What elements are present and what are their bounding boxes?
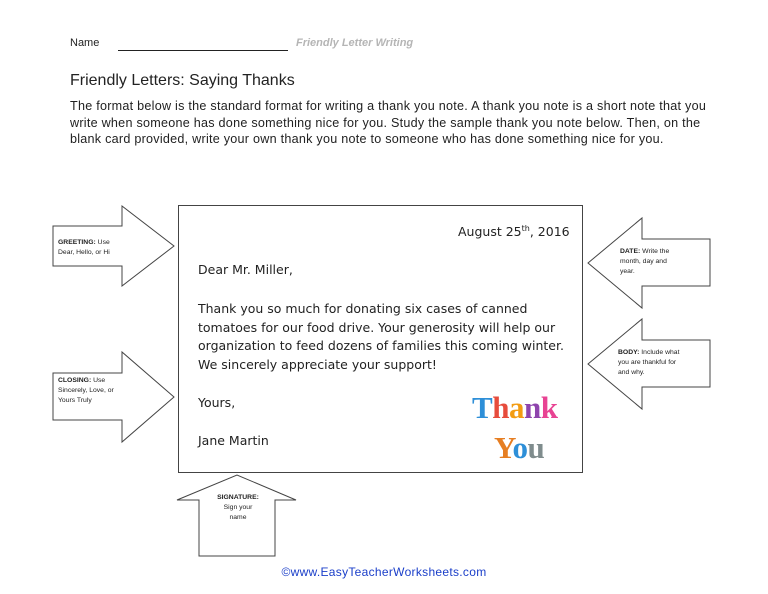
greeting-callout-title: GREETING: (58, 239, 96, 246)
greeting-callout-line: Use (97, 239, 110, 246)
letter-date (458, 224, 570, 239)
letter-signature: Jane Martin (198, 433, 269, 448)
you-letter: u (527, 430, 545, 465)
footer-copyright-link[interactable]: ©www.EasyTeacherWorksheets.com (281, 565, 487, 579)
body-callout (618, 348, 692, 378)
closing-callout-line: Sincerely, Love, or (58, 387, 114, 394)
closing-callout-line: Yours Truly (58, 397, 92, 404)
thank-letter: T (472, 390, 493, 425)
name-label: Name (70, 37, 100, 49)
letter-body-line: organization to feed dozens of families this coming winter. (198, 338, 564, 354)
you-letter: Y (494, 430, 513, 465)
signature-callout-line: Sign your (223, 504, 253, 511)
intro-paragraph: The format below is the standard format for writing a thank you note. A thank you note is a short note that you write when someone has done something nice for you. Study the sample thank you note below. Then, on the blank card provided, write your own thank you note to someone who has done something nice for you. (70, 99, 707, 146)
signature-callout (212, 493, 264, 523)
you-letter: o (512, 430, 528, 465)
greeting-callout (58, 238, 124, 258)
name-blank-line[interactable] (118, 50, 288, 51)
thank-letter: h (492, 390, 509, 425)
greeting-callout-line: Dear, Hello, or Hi (58, 249, 110, 256)
closing-callout-line: Use (93, 377, 106, 384)
date-callout-line: month, day and (620, 258, 667, 265)
thank-you-graphic-you (494, 430, 544, 466)
body-callout-line: you are thankful for (618, 359, 677, 366)
date-callout-line: Write the (642, 248, 670, 255)
thank-letter: k (540, 390, 558, 425)
thank-letter: n (523, 390, 541, 425)
letter-body-line: Thank you so much for donating six cases of canned (198, 301, 528, 316)
signature-callout-line: name (229, 514, 247, 521)
closing-callout (58, 376, 124, 406)
letter-body-line: tomatoes for our food drive. Your generosity will help our (198, 319, 556, 335)
letter-date-main: August 25 (458, 224, 522, 240)
thank-you-graphic-thank (472, 390, 557, 426)
sheet-title: Friendly Letter Writing (296, 37, 414, 49)
page-heading: Friendly Letters: Saying Thanks (70, 72, 295, 89)
letter-date-year: , 2016 (529, 224, 570, 240)
letter-body (198, 300, 578, 374)
letter-closing: Yours, (198, 395, 236, 410)
signature-callout-title: SIGNATURE: (217, 494, 259, 501)
letter-body-line: We sincerely appreciate your support! (198, 356, 437, 372)
body-callout-line: Include what (641, 349, 680, 356)
letter-greeting: Dear Mr. Miller, (198, 262, 293, 277)
body-callout-title: BODY: (618, 349, 640, 356)
date-callout-line: year. (620, 268, 635, 275)
date-callout (620, 247, 690, 277)
letter-date-ordinal: th (521, 224, 530, 233)
body-callout-line: and why. (618, 369, 645, 376)
thank-letter: a (508, 390, 524, 425)
closing-callout-title: CLOSING: (58, 377, 92, 384)
date-callout-title: DATE: (620, 248, 641, 255)
